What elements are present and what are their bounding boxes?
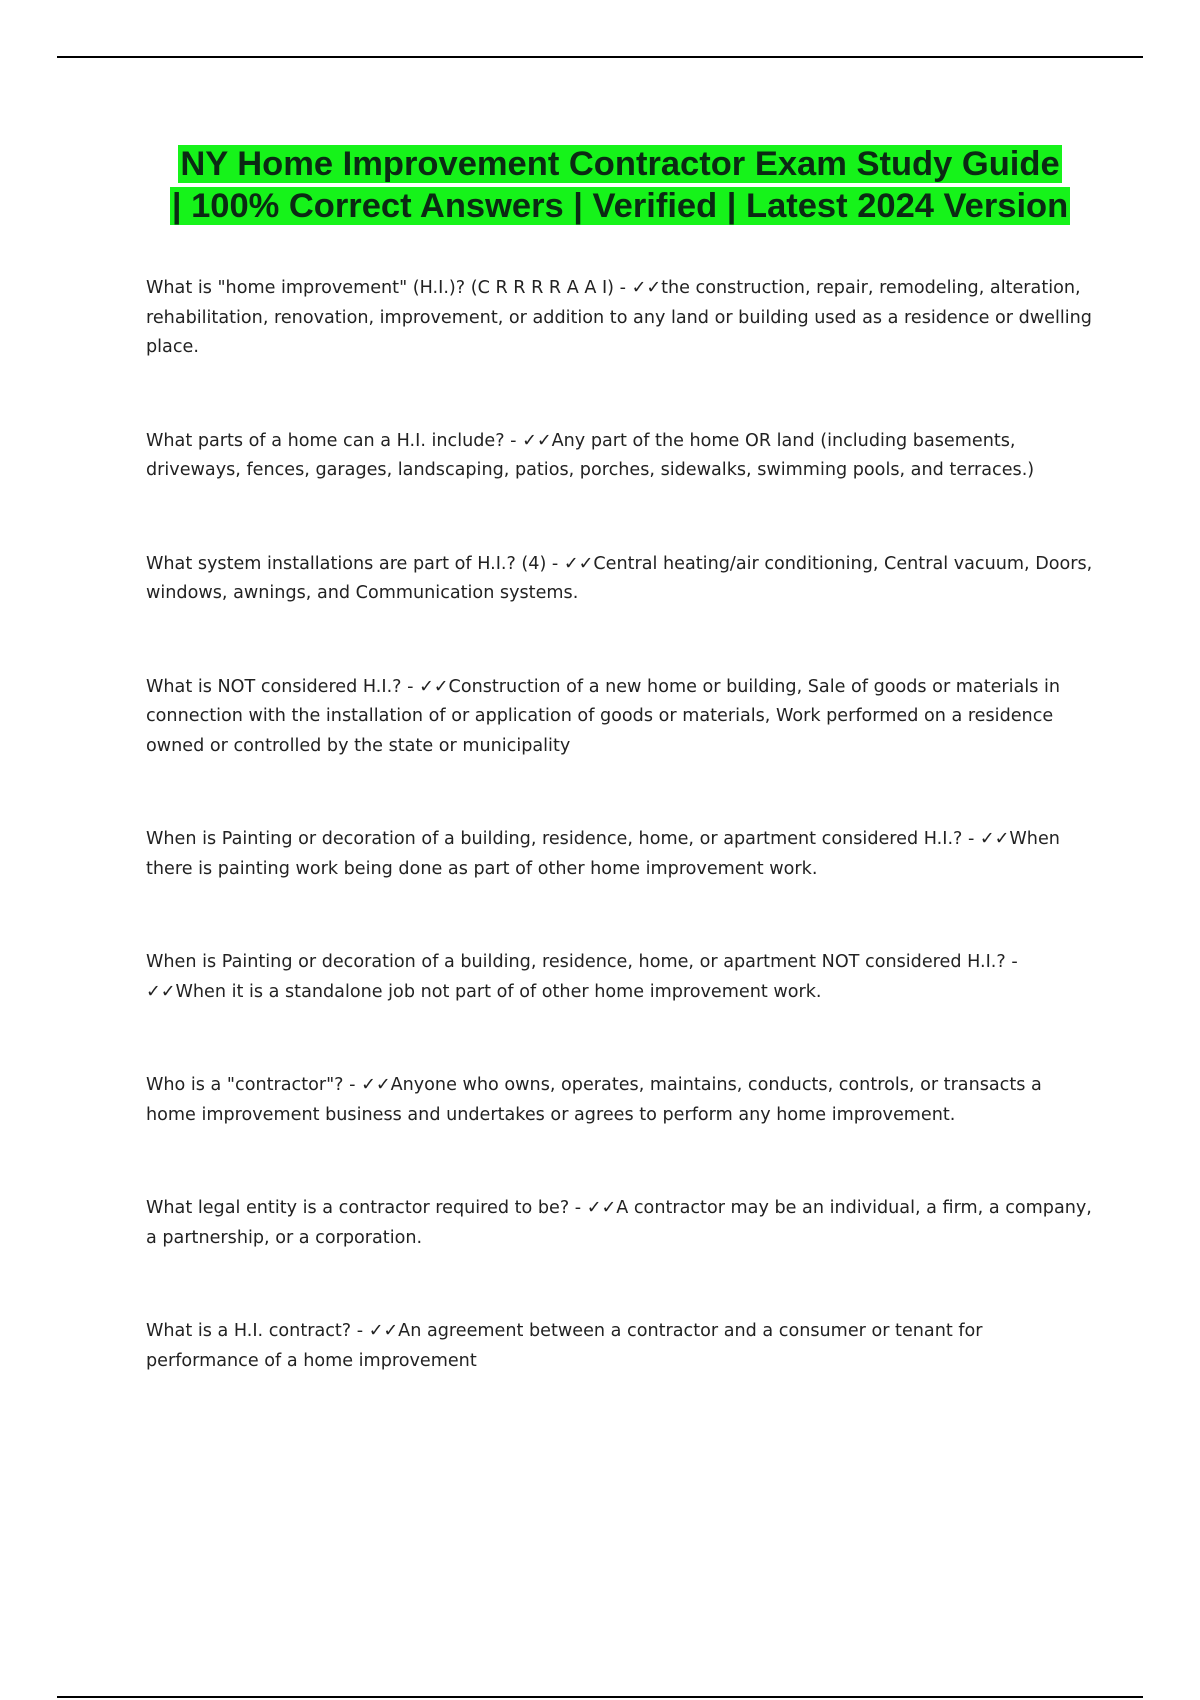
separator: - <box>569 1198 587 1218</box>
check-icon: ✓✓ <box>522 430 552 451</box>
separator: - <box>1005 952 1018 972</box>
question: What is "home improvement" (H.I.)? (C R R R R A A I) <box>146 278 615 298</box>
separator: - <box>962 829 980 849</box>
document-title <box>140 143 1100 227</box>
question: What is a H.I. contract? <box>146 1321 352 1341</box>
question: What legal entity is a contractor required to be? <box>146 1198 570 1218</box>
check-icon: ✓✓ <box>361 1075 391 1095</box>
separator: - <box>504 430 523 451</box>
qa-item-7 <box>146 1071 1096 1130</box>
separator: - <box>401 676 420 697</box>
answer: the construction, repair, remodeling, alteration, rehabilitation, renovation, improvement, or addition to any land or building used as a residence or dwelling place. <box>146 278 1092 357</box>
answer: A contractor may be an individual, a firm, a company, a partnership, or a corporation. <box>146 1198 1092 1248</box>
qa-item-2 <box>146 427 1096 486</box>
question: What system installations are part of H.I.? (4) <box>146 553 547 574</box>
answer: Construction of a new home or building, Sale of goods or materials in connection with the installation of or application of goods or materials, Work performed on a residence owned or controlled by the state or municipality <box>146 676 1061 756</box>
separator: - <box>351 1321 369 1341</box>
check-icon: ✓✓ <box>419 676 449 697</box>
answer: An agreement between a contractor and a consumer or tenant for performance of a home improvement <box>146 1321 983 1371</box>
title-line-1: NY Home Improvement Contractor Exam Study Guide <box>180 145 1060 183</box>
question: What parts of a home can a H.I. include? <box>146 430 505 451</box>
qa-item-6 <box>146 948 1096 1007</box>
title-line-2: | 100% Correct Answers | Verified | Latest 2024 Version <box>171 187 1069 225</box>
check-icon: ✓✓ <box>146 981 176 1002</box>
qa-item-5 <box>146 825 1096 884</box>
check-icon: ✓✓ <box>979 829 1010 849</box>
question: When is Painting or decoration of a building, residence, home, or apartment NOT considered H.I.? <box>146 952 1006 972</box>
question: Who is a "contractor"? <box>146 1075 344 1095</box>
qa-item-8 <box>146 1194 1096 1253</box>
answer: Any part of the home OR land (including basements, driveways, fences, garages, landscaping, patios, porches, sidewalks, swimming pools, and terraces.) <box>146 430 1035 480</box>
qa-item-3 <box>146 550 1096 609</box>
check-icon: ✓✓ <box>586 1198 617 1218</box>
qa-list <box>146 274 1096 1376</box>
question: What is NOT considered H.I.? <box>146 676 402 697</box>
answer: When there is painting work being done as part of other home improvement work. <box>146 829 1060 879</box>
top-rule <box>57 56 1143 58</box>
qa-item-9 <box>146 1317 1096 1376</box>
separator: - <box>546 553 564 574</box>
question: When is Painting or decoration of a building, residence, home, or apartment considered H.I.? <box>146 829 963 849</box>
qa-item-4 <box>146 673 1096 762</box>
qa-item-1 <box>146 274 1096 363</box>
check-icon: ✓✓ <box>631 278 662 298</box>
answer: When it is a standalone job not part of of other home improvement work. <box>175 981 822 1002</box>
check-icon: ✓✓ <box>368 1321 399 1341</box>
bottom-rule <box>57 1696 1143 1698</box>
separator: - <box>343 1075 362 1095</box>
answer: Central heating/air conditioning, Central vacuum, Doors, windows, awnings, and Communication systems. <box>146 553 1093 603</box>
separator: - <box>614 278 632 298</box>
check-icon: ✓✓ <box>563 553 594 574</box>
answer: Anyone who owns, operates, maintains, conducts, controls, or transacts a home improvement business and undertakes or agrees to perform any home improvement. <box>146 1075 1042 1125</box>
